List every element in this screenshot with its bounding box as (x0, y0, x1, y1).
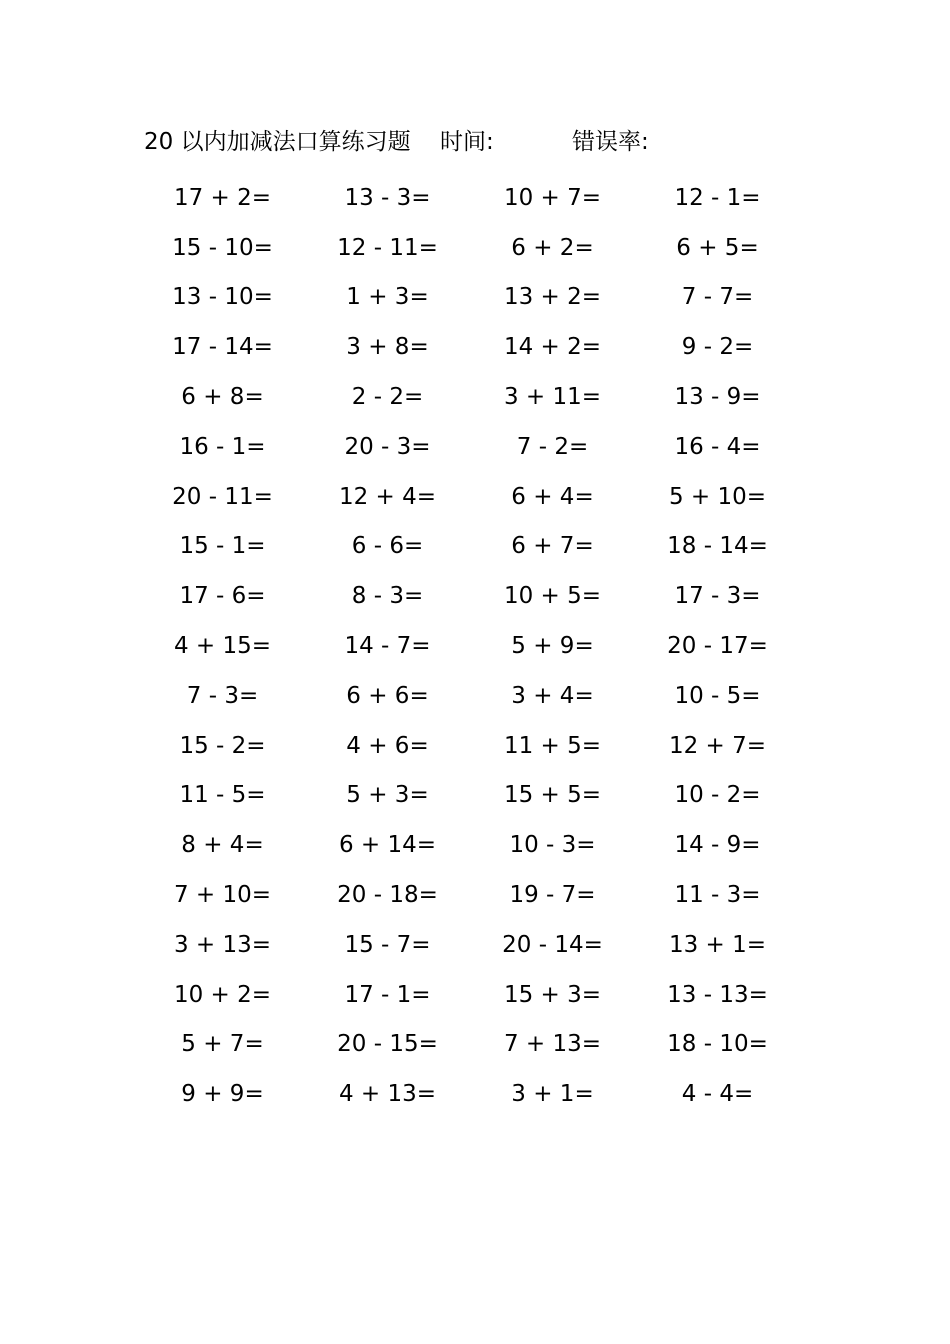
problem-text: 13 - 10= (172, 284, 273, 311)
problem-row (140, 472, 800, 522)
problem-cell (140, 827, 305, 863)
problem-text: 11 - 5= (179, 782, 266, 809)
problem-cell (635, 678, 800, 714)
problem-cell (305, 927, 470, 963)
problem-cell (470, 927, 635, 963)
problem-row (140, 422, 800, 472)
problem-text: 15 - 1= (179, 533, 266, 560)
problem-cell (305, 678, 470, 714)
problem-text: 20 - 15= (337, 1031, 438, 1058)
problem-cell (140, 977, 305, 1013)
problem-text: 12 + 7= (668, 732, 767, 759)
problem-text: 17 + 2= (173, 184, 272, 211)
problem-text: 10 - 5= (674, 682, 761, 709)
problem-text: 17 - 6= (179, 583, 266, 610)
problem-row (140, 671, 800, 721)
problem-text: 11 - 3= (674, 882, 761, 909)
problem-cell (635, 927, 800, 963)
problem-text: 15 - 7= (344, 931, 431, 958)
time-label: 时间: (440, 129, 494, 155)
problem-cell (305, 479, 470, 515)
problem-cell (635, 1076, 800, 1112)
problem-cell (635, 578, 800, 614)
problem-cell (470, 977, 635, 1013)
problem-cell (635, 329, 800, 365)
problem-text: 12 + 4= (338, 483, 437, 510)
problem-text: 13 - 3= (344, 184, 431, 211)
problem-cell (635, 479, 800, 515)
problem-text: 15 - 10= (172, 234, 273, 261)
problem-row (140, 870, 800, 920)
problem-cell (470, 777, 635, 813)
problem-text: 13 - 13= (667, 981, 768, 1008)
problem-text: 3 + 1= (511, 1081, 594, 1108)
problem-cell (305, 429, 470, 465)
worksheet-title: 20 以内加减法口算练习题 (144, 129, 411, 155)
problem-cell (140, 1076, 305, 1112)
problem-cell (140, 1026, 305, 1062)
problem-cell (140, 628, 305, 664)
problem-grid (140, 173, 800, 1119)
problem-cell (305, 877, 470, 913)
problem-text: 14 - 7= (344, 633, 431, 660)
problem-cell (635, 429, 800, 465)
problem-cell (470, 827, 635, 863)
problem-cell (305, 279, 470, 315)
problem-cell (470, 329, 635, 365)
problem-text: 12 - 11= (337, 234, 438, 261)
problem-cell (140, 927, 305, 963)
problem-text: 14 + 2= (503, 334, 602, 361)
problem-cell (305, 329, 470, 365)
problem-cell (470, 279, 635, 315)
problem-text: 18 - 10= (667, 1031, 768, 1058)
problem-cell (140, 230, 305, 266)
problem-cell (470, 1076, 635, 1112)
problem-text: 13 + 2= (503, 284, 602, 311)
problem-row (140, 721, 800, 771)
problem-cell (140, 429, 305, 465)
problem-row (140, 970, 800, 1020)
problem-text: 4 - 4= (681, 1081, 754, 1108)
problem-text: 8 + 4= (181, 832, 264, 859)
problem-text: 19 - 7= (509, 882, 596, 909)
problem-text: 6 + 8= (181, 384, 264, 411)
problem-cell (635, 230, 800, 266)
problem-text: 10 - 2= (674, 782, 761, 809)
problem-text: 4 + 13= (338, 1081, 437, 1108)
problem-cell (305, 977, 470, 1013)
problem-cell (635, 877, 800, 913)
problem-cell (470, 528, 635, 564)
problem-text: 7 - 7= (681, 284, 754, 311)
problem-cell (305, 827, 470, 863)
problem-row (140, 223, 800, 273)
problem-row (140, 173, 800, 223)
problem-text: 12 - 1= (674, 184, 761, 211)
problem-cell (470, 578, 635, 614)
problem-row (140, 771, 800, 821)
problem-text: 15 + 5= (503, 782, 602, 809)
problem-cell (635, 379, 800, 415)
problem-text: 11 + 5= (503, 732, 602, 759)
problem-text: 5 + 7= (181, 1031, 264, 1058)
problem-cell (470, 379, 635, 415)
problem-text: 7 - 2= (516, 433, 589, 460)
problem-text: 5 + 3= (346, 782, 429, 809)
problem-cell (140, 728, 305, 764)
error-rate-label: 错误率: (572, 129, 649, 155)
problem-cell (635, 528, 800, 564)
problem-text: 10 + 2= (173, 981, 272, 1008)
problem-text: 13 + 1= (668, 931, 767, 958)
problem-row (140, 522, 800, 572)
problem-cell (140, 479, 305, 515)
problem-text: 6 + 2= (511, 234, 594, 261)
problem-cell (305, 1076, 470, 1112)
problem-cell (635, 279, 800, 315)
problem-cell (305, 379, 470, 415)
problem-cell (635, 728, 800, 764)
problem-text: 3 + 11= (503, 384, 602, 411)
problem-cell (470, 180, 635, 216)
problem-text: 10 - 3= (509, 832, 596, 859)
problem-row (140, 322, 800, 372)
problem-cell (140, 877, 305, 913)
problem-row (140, 571, 800, 621)
problem-text: 20 - 14= (502, 931, 603, 958)
problem-row (140, 1020, 800, 1070)
problem-cell (305, 528, 470, 564)
problem-text: 16 - 1= (179, 433, 266, 460)
problem-text: 4 + 15= (173, 633, 272, 660)
problem-text: 15 - 2= (179, 732, 266, 759)
problem-cell (140, 180, 305, 216)
problem-text: 3 + 4= (511, 682, 594, 709)
problem-cell (470, 230, 635, 266)
problem-text: 8 - 3= (351, 583, 424, 610)
problem-text: 17 - 1= (344, 981, 431, 1008)
problem-cell (305, 628, 470, 664)
problem-row (140, 621, 800, 671)
problem-text: 7 - 3= (186, 682, 259, 709)
problem-cell (140, 528, 305, 564)
problem-cell (305, 728, 470, 764)
problem-text: 17 - 3= (674, 583, 761, 610)
problem-text: 7 + 10= (173, 882, 272, 909)
problem-cell (470, 479, 635, 515)
problem-cell (635, 777, 800, 813)
problem-cell (470, 628, 635, 664)
problem-text: 18 - 14= (667, 533, 768, 560)
problem-text: 20 - 3= (344, 433, 431, 460)
problem-text: 16 - 4= (674, 433, 761, 460)
problem-cell (140, 777, 305, 813)
problem-text: 6 + 14= (338, 832, 437, 859)
problem-cell (305, 777, 470, 813)
problem-text: 20 - 18= (337, 882, 438, 909)
problem-cell (140, 678, 305, 714)
problem-text: 15 + 3= (503, 981, 602, 1008)
problem-cell (140, 279, 305, 315)
problem-text: 10 + 7= (503, 184, 602, 211)
problem-cell (635, 628, 800, 664)
problem-row (140, 920, 800, 970)
problem-text: 6 + 5= (676, 234, 759, 261)
problem-cell (470, 877, 635, 913)
problem-cell (470, 728, 635, 764)
problem-cell (140, 329, 305, 365)
problem-cell (140, 379, 305, 415)
problem-text: 9 - 2= (681, 334, 754, 361)
problem-text: 20 - 11= (172, 483, 273, 510)
problem-text: 9 + 9= (181, 1081, 264, 1108)
problem-text: 5 + 10= (668, 483, 767, 510)
problem-text: 6 + 6= (346, 682, 429, 709)
problem-text: 6 - 6= (351, 533, 424, 560)
problem-text: 10 + 5= (503, 583, 602, 610)
problem-cell (470, 678, 635, 714)
problem-text: 3 + 13= (173, 931, 272, 958)
problem-cell (635, 1026, 800, 1062)
problem-row (140, 1069, 800, 1119)
problem-text: 20 - 17= (667, 633, 768, 660)
problem-text: 6 + 7= (511, 533, 594, 560)
problem-row (140, 273, 800, 323)
problem-cell (470, 1026, 635, 1062)
problem-text: 13 - 9= (674, 384, 761, 411)
problem-text: 7 + 13= (503, 1031, 602, 1058)
problem-cell (305, 180, 470, 216)
problem-cell (305, 230, 470, 266)
problem-cell (635, 180, 800, 216)
problem-text: 5 + 9= (511, 633, 594, 660)
problem-text: 17 - 14= (172, 334, 273, 361)
problem-text: 14 - 9= (674, 832, 761, 859)
problem-text: 4 + 6= (346, 732, 429, 759)
problem-cell (305, 578, 470, 614)
problem-cell (140, 578, 305, 614)
problem-text: 2 - 2= (351, 384, 424, 411)
problem-text: 1 + 3= (346, 284, 429, 311)
problem-cell (470, 429, 635, 465)
problem-cell (635, 977, 800, 1013)
problem-cell (635, 827, 800, 863)
problem-cell (305, 1026, 470, 1062)
problem-row (140, 372, 800, 422)
problem-row (140, 820, 800, 870)
problem-text: 6 + 4= (511, 483, 594, 510)
problem-text: 3 + 8= (346, 334, 429, 361)
